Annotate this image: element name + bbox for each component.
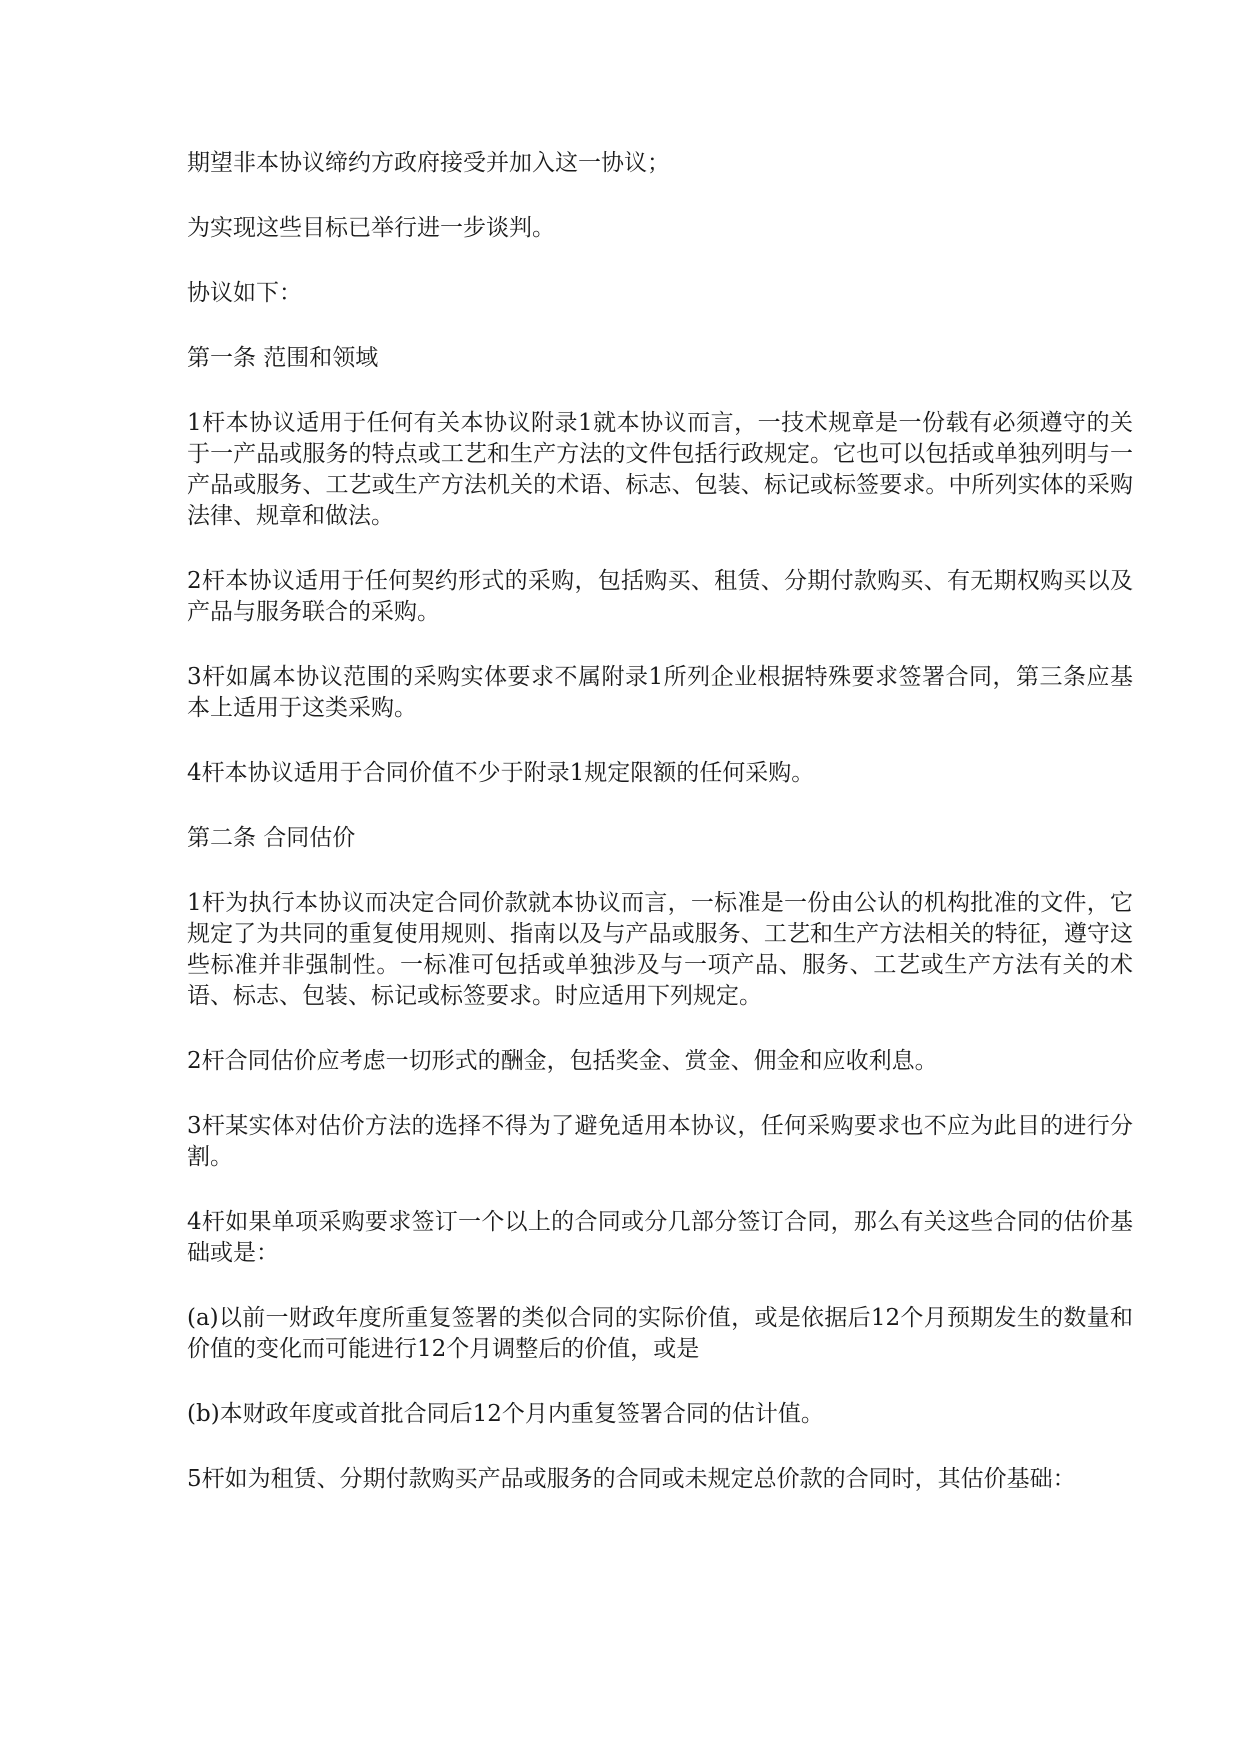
document-body <box>187 148 1133 1529</box>
paragraph: 2杆本协议适用于任何契约形式的采购，包括购买、租赁、分期付款购买、有无期权购买以及产品与服务联合的采购。 <box>187 568 1133 625</box>
paragraph: 4杆本协议适用于合同价值不少于附录1规定限额的任何采购。 <box>187 760 815 786</box>
article-heading: 第一条 范围和领域 <box>187 345 379 371</box>
paragraph: 1杆为执行本协议而决定合同价款就本协议而言，一标准是一份由公认的机构批准的文件，它规定了为共同的重复使用规则、指南以及与产品或服务、工艺和生产方法相关的特征，遵守这些标准并非强制性。一标准可包括或单独涉及与一项产品、服务、工艺或生产方法有关的术语、标志、包装、标记或标签要求。时应适用下列规定。 <box>187 890 1133 1009</box>
paragraph: 1杆本协议适用于任何有关本协议附录1就本协议而言，一技术规章是一份载有必须遵守的关于一产品或服务的特点或工艺和生产方法的文件包括行政规定。它也可以包括或单独列明与一产品或服务、工艺或生产方法机关的术语、标志、包装、标记或标签要求。中所列实体的采购法律、规章和做法。 <box>187 410 1133 529</box>
paragraph: 3杆某实体对估价方法的选择不得为了避免适用本协议，任何采购要求也不应为此目的进行分割。 <box>187 1113 1133 1170</box>
paragraph: (a)以前一财政年度所重复签署的类似合同的实际价值，或是依据后12个月预期发生的数量和价值的变化而可能进行12个月调整后的价值，或是 <box>187 1305 1133 1362</box>
paragraph: 2杆合同估价应考虑一切形式的酬金，包括奖金、赏金、佣金和应收利息。 <box>187 1048 938 1074</box>
paragraph: 5杆如为租赁、分期付款购买产品或服务的合同或未规定总价款的合同时，其估价基础： <box>187 1466 1076 1492</box>
paragraph: 4杆如果单项采购要求签订一个以上的合同或分几部分签订合同，那么有关这些合同的估价基础或是： <box>187 1209 1133 1266</box>
paragraph: 3杆如属本协议范围的采购实体要求不属附录1所列企业根据特殊要求签署合同，第三条应基本上适用于这类采购。 <box>187 664 1133 721</box>
paragraph: 协议如下： <box>187 280 302 306</box>
paragraph: 期望非本协议缔约方政府接受并加入这一协议； <box>187 150 670 176</box>
paragraph: 为实现这些目标已举行进一步谈判。 <box>187 215 555 241</box>
paragraph: (b)本财政年度或首批合同后12个月内重复签署合同的估计值。 <box>187 1401 824 1427</box>
article-heading: 第二条 合同估价 <box>187 825 356 851</box>
